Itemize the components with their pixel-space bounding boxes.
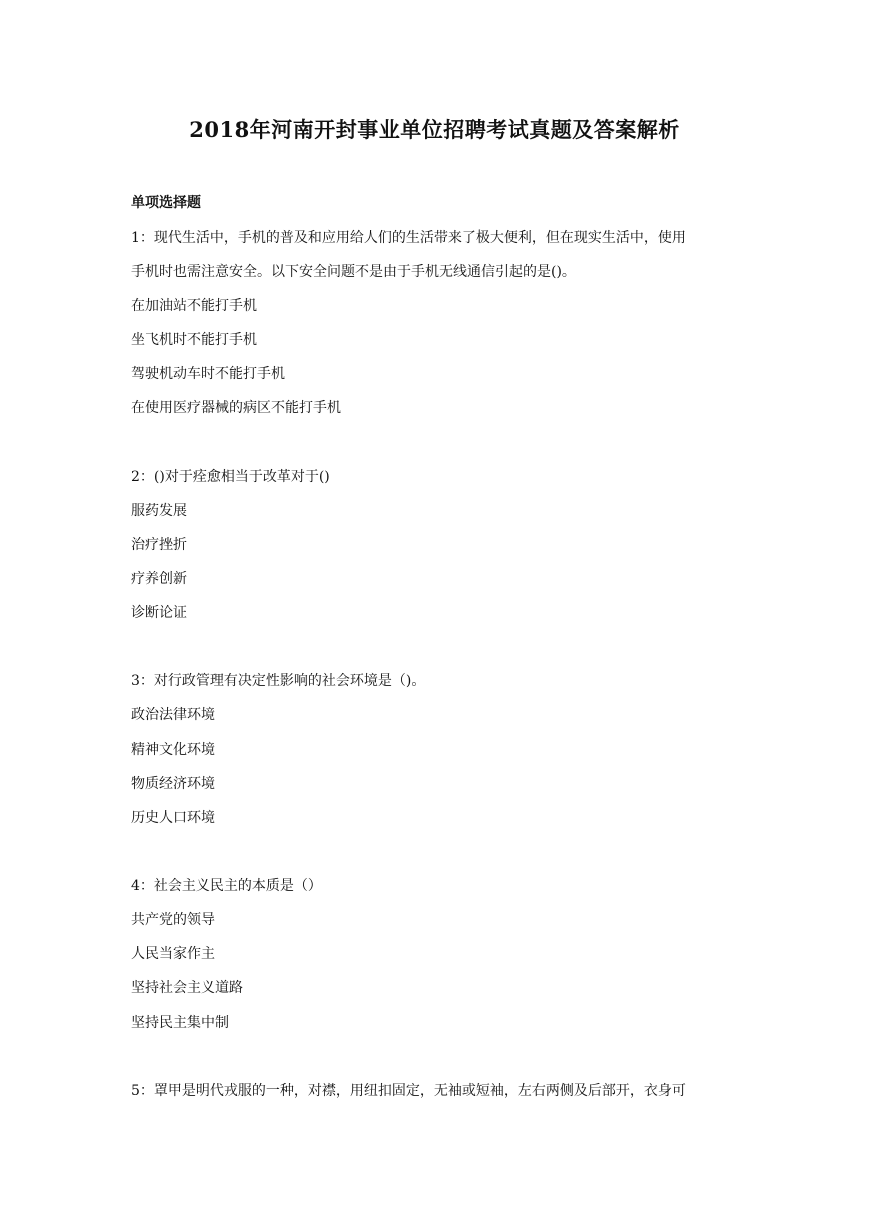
question-3-option-c: 物质经济环境 [131,776,215,792]
question-1-stem-line-1: 1：现代生活中，手机的普及和应用给人们的生活带来了极大便利，但在现实生活中，使用 [131,230,686,246]
question-1-option-d: 在使用医疗器械的病区不能打手机 [131,400,341,416]
question-3-option-b: 精神文化环境 [131,742,215,758]
question-4-option-a: 共产党的领导 [131,912,215,928]
question-2-option-b: 治疗挫折 [131,537,187,553]
question-3-option-d: 历史人口环境 [131,810,215,826]
question-1-option-c: 驾驶机动车时不能打手机 [131,366,285,382]
question-4-option-c: 坚持社会主义道路 [131,980,243,996]
section-heading: 单项选择题 [131,195,201,211]
question-3-option-a: 政治法律环境 [131,707,215,723]
document-title: 2018年河南开封事业单位招聘考试真题及答案解析 [189,117,680,142]
question-3-stem: 3：对行政管理有决定性影响的社会环境是（)。 [131,673,426,689]
question-5-stem-line-1: 5：罩甲是明代戎服的一种，对襟，用纽扣固定，无袖或短袖，左右两侧及后部开，衣身可 [131,1083,686,1099]
question-2-option-a: 服药发展 [131,503,187,519]
question-4-option-d: 坚持民主集中制 [131,1015,229,1031]
question-2-option-c: 疗养创新 [131,571,187,587]
question-4-option-b: 人民当家作主 [131,946,215,962]
question-1-stem-line-2: 手机时也需注意安全。以下安全问题不是由于手机无线通信引起的是()。 [131,264,576,280]
question-4-stem: 4：社会主义民主的本质是（） [131,878,322,894]
question-1-option-a: 在加油站不能打手机 [131,298,257,314]
question-2-stem: 2：()对于痊愈相当于改革对于() [131,469,330,485]
question-1-option-b: 坐飞机时不能打手机 [131,332,257,348]
question-2-option-d: 诊断论证 [131,605,187,621]
